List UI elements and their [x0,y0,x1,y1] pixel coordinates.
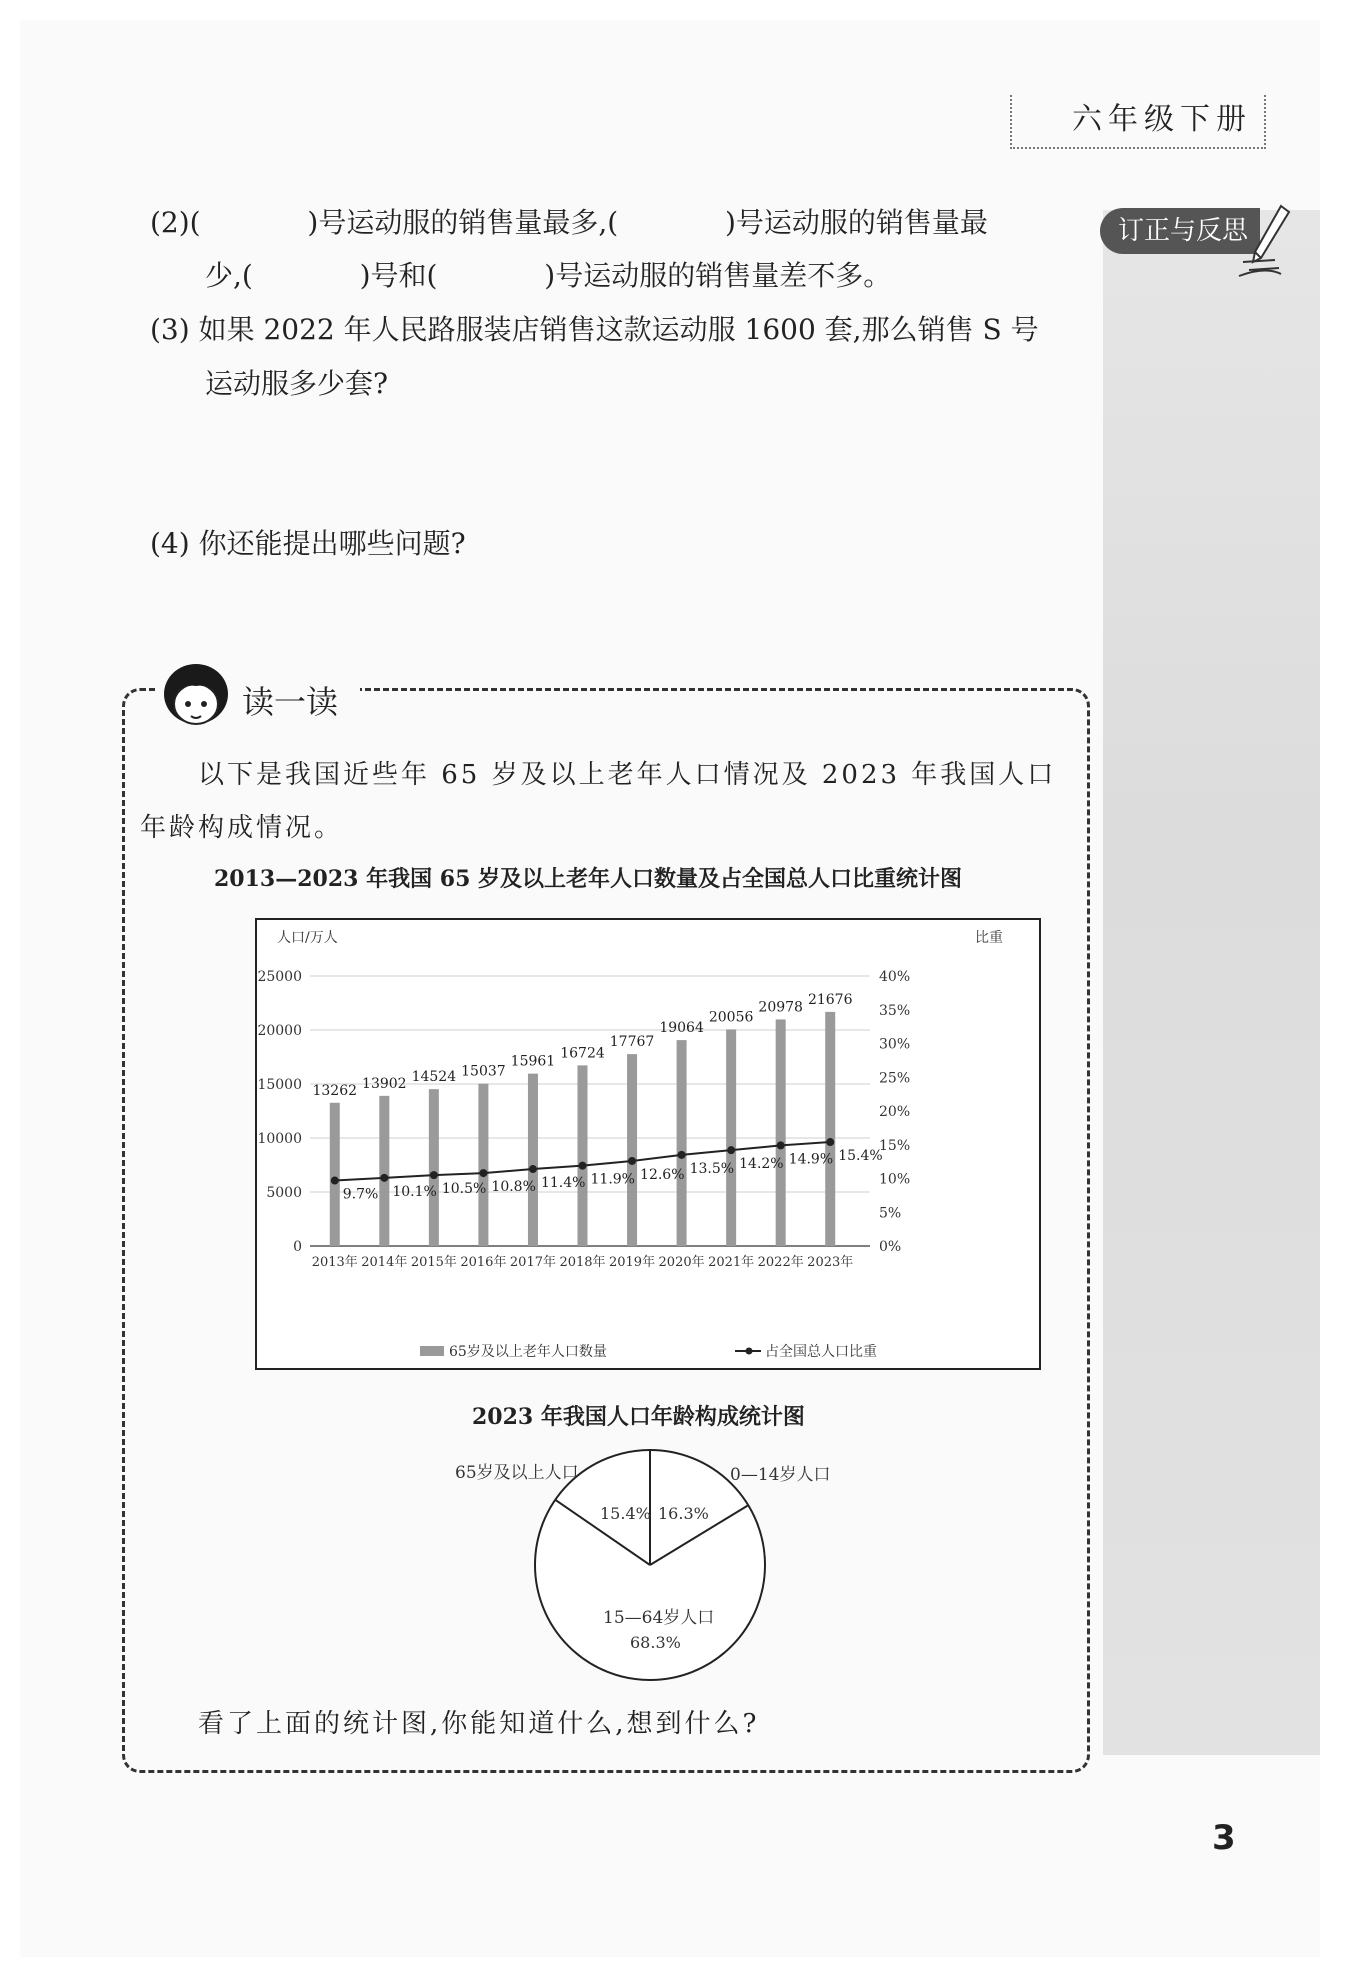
ratio-point [777,1141,785,1149]
page-header-title: 六年级下册 [1072,102,1252,137]
age-structure-pie-chart [440,1430,860,1700]
bar-2014年 [379,1096,389,1246]
ratio-label: 10.1% [392,1183,437,1200]
x-tick-label: 2017年 [509,1255,557,1270]
bar-2016年 [478,1084,488,1246]
y-tick-label: 15000 [257,1077,302,1093]
pie-value-elderly: 15.4% [600,1504,651,1523]
ratio-label: 14.2% [739,1156,784,1173]
ratio-point [529,1165,537,1173]
x-tick-label: 2021年 [708,1255,755,1270]
bar-2017年 [528,1074,538,1246]
read-section-title: 读一读 [242,683,339,721]
y-tick-label: 20000 [257,1023,302,1039]
y2-tick-label: 20% [879,1104,911,1120]
intro-line1: 以下是我国近些年 65 岁及以上老年人口情况及 2023 年我国人口 [198,760,1057,790]
y-tick-label: 5000 [266,1185,302,1201]
girl-avatar-icon [160,660,232,732]
y2-tick-label: 30% [879,1036,911,1053]
y-axis-label: 人口/万人 [277,930,338,946]
bar-2013年 [330,1103,340,1246]
x-tick-label: 2014年 [361,1255,408,1270]
x-tick-label: 2018年 [559,1255,606,1270]
y2-tick-label: 25% [879,1070,911,1087]
question-3-line2: 运动服多少套? [205,367,389,400]
pie-value-working-age: 68.3% [630,1633,681,1652]
ratio-label: 9.7% [342,1186,379,1203]
ratio-point [479,1169,487,1177]
y-tick-label: 25000 [257,969,302,985]
question-2-line1: (2)( )号运动服的销售量最多,( )号运动服的销售量最 [150,206,988,239]
x-tick-label: 2020年 [658,1255,705,1270]
intro-line2: 年龄构成情况。 [140,813,344,843]
ratio-label: 10.8% [491,1179,536,1196]
ratio-point [380,1174,388,1182]
legend-bar-swatch [420,1346,444,1356]
x-tick-label: 2016年 [460,1255,507,1270]
bar-2018年 [578,1065,588,1246]
ratio-label: 12.6% [640,1166,685,1183]
y2-tick-label: 40% [879,969,911,985]
bar-value-label: 20056 [708,1009,754,1026]
closing-question: 看了上面的统计图,你能知道什么,想到什么? [198,1709,760,1739]
bar-2019年 [627,1054,637,1246]
bar-value-label: 14524 [411,1069,457,1086]
y2-axis-label: 比重 [975,930,1003,946]
question-3-line1: (3) 如果 2022 年人民路服装店销售这款运动服 1600 套,那么销售 S 号 [150,313,1039,346]
question-4: (4) 你还能提出哪些问题? [150,527,466,560]
pie-value-children: 16.3% [658,1504,709,1523]
ratio-label: 11.9% [590,1171,635,1188]
ratio-point [331,1177,339,1185]
ratio-point [579,1162,587,1170]
bar-2021年 [726,1029,736,1246]
pencil-icon [1235,200,1295,280]
ratio-point [678,1151,686,1159]
reflection-tag: 订正与反思 [1100,208,1260,254]
bar-value-label: 15037 [461,1063,506,1080]
ratio-label: 10.5% [441,1181,487,1198]
pie-label-elderly: 65岁及以上人口 [455,1463,579,1483]
x-tick-label: 2015年 [410,1255,457,1270]
y-tick-label: 10000 [257,1131,302,1147]
bar-2020年 [677,1040,687,1246]
bar-value-label: 19064 [659,1020,704,1037]
bar-value-label: 16724 [560,1045,605,1062]
x-tick-label: 2019年 [608,1255,656,1270]
reflection-margin [1103,210,1320,1755]
bar-value-label: 17767 [609,1034,655,1051]
legend-line-label: 占全国总人口比重 [765,1344,877,1360]
bar-2023年 [825,1012,835,1246]
y2-tick-label: 15% [879,1137,911,1154]
x-tick-label: 2023年 [807,1255,854,1270]
ratio-point [628,1157,636,1165]
bar-chart-title: 2013—2023 年我国 65 岁及以上老年人口数量及占全国总人口比重统计图 [214,866,963,892]
page-number: 3 [1212,1818,1236,1858]
elderly-population-chart [255,918,1041,1370]
ratio-label: 11.4% [540,1175,586,1192]
pie-label-working-age: 15—64岁人口 [603,1608,715,1628]
bar-2015年 [429,1089,439,1246]
bar-value-label: 13262 [312,1082,358,1099]
y2-tick-label: 0% [879,1239,902,1255]
ratio-point [430,1171,438,1179]
bar-value-label: 15961 [510,1053,556,1070]
question-2-line2: 少,( )号和( )号运动服的销售量差不多。 [205,259,892,292]
x-tick-label: 2022年 [757,1255,804,1270]
ratio-label: 14.9% [788,1151,834,1168]
chart-frame-border [256,919,1040,1369]
bar-value-label: 20978 [758,999,803,1016]
y-tick-label: 0 [293,1239,302,1255]
x-tick-label: 2013年 [311,1255,358,1270]
ratio-label: 13.5% [689,1160,735,1177]
ratio-label: 15.4% [838,1148,883,1165]
pie-label-children: 0—14岁人口 [730,1465,831,1485]
y2-tick-label: 5% [879,1205,902,1222]
bar-value-label: 21676 [807,991,853,1008]
y2-tick-label: 35% [879,1002,911,1019]
ratio-point [727,1146,735,1154]
y2-tick-label: 10% [879,1171,911,1188]
bar-value-label: 13902 [362,1075,407,1092]
pie-chart-title: 2023 年我国人口年龄构成统计图 [472,1404,805,1430]
bar-2022年 [776,1019,786,1246]
ratio-point [826,1138,834,1146]
legend-bar-label: 65岁及以上老年人口数量 [449,1344,607,1360]
